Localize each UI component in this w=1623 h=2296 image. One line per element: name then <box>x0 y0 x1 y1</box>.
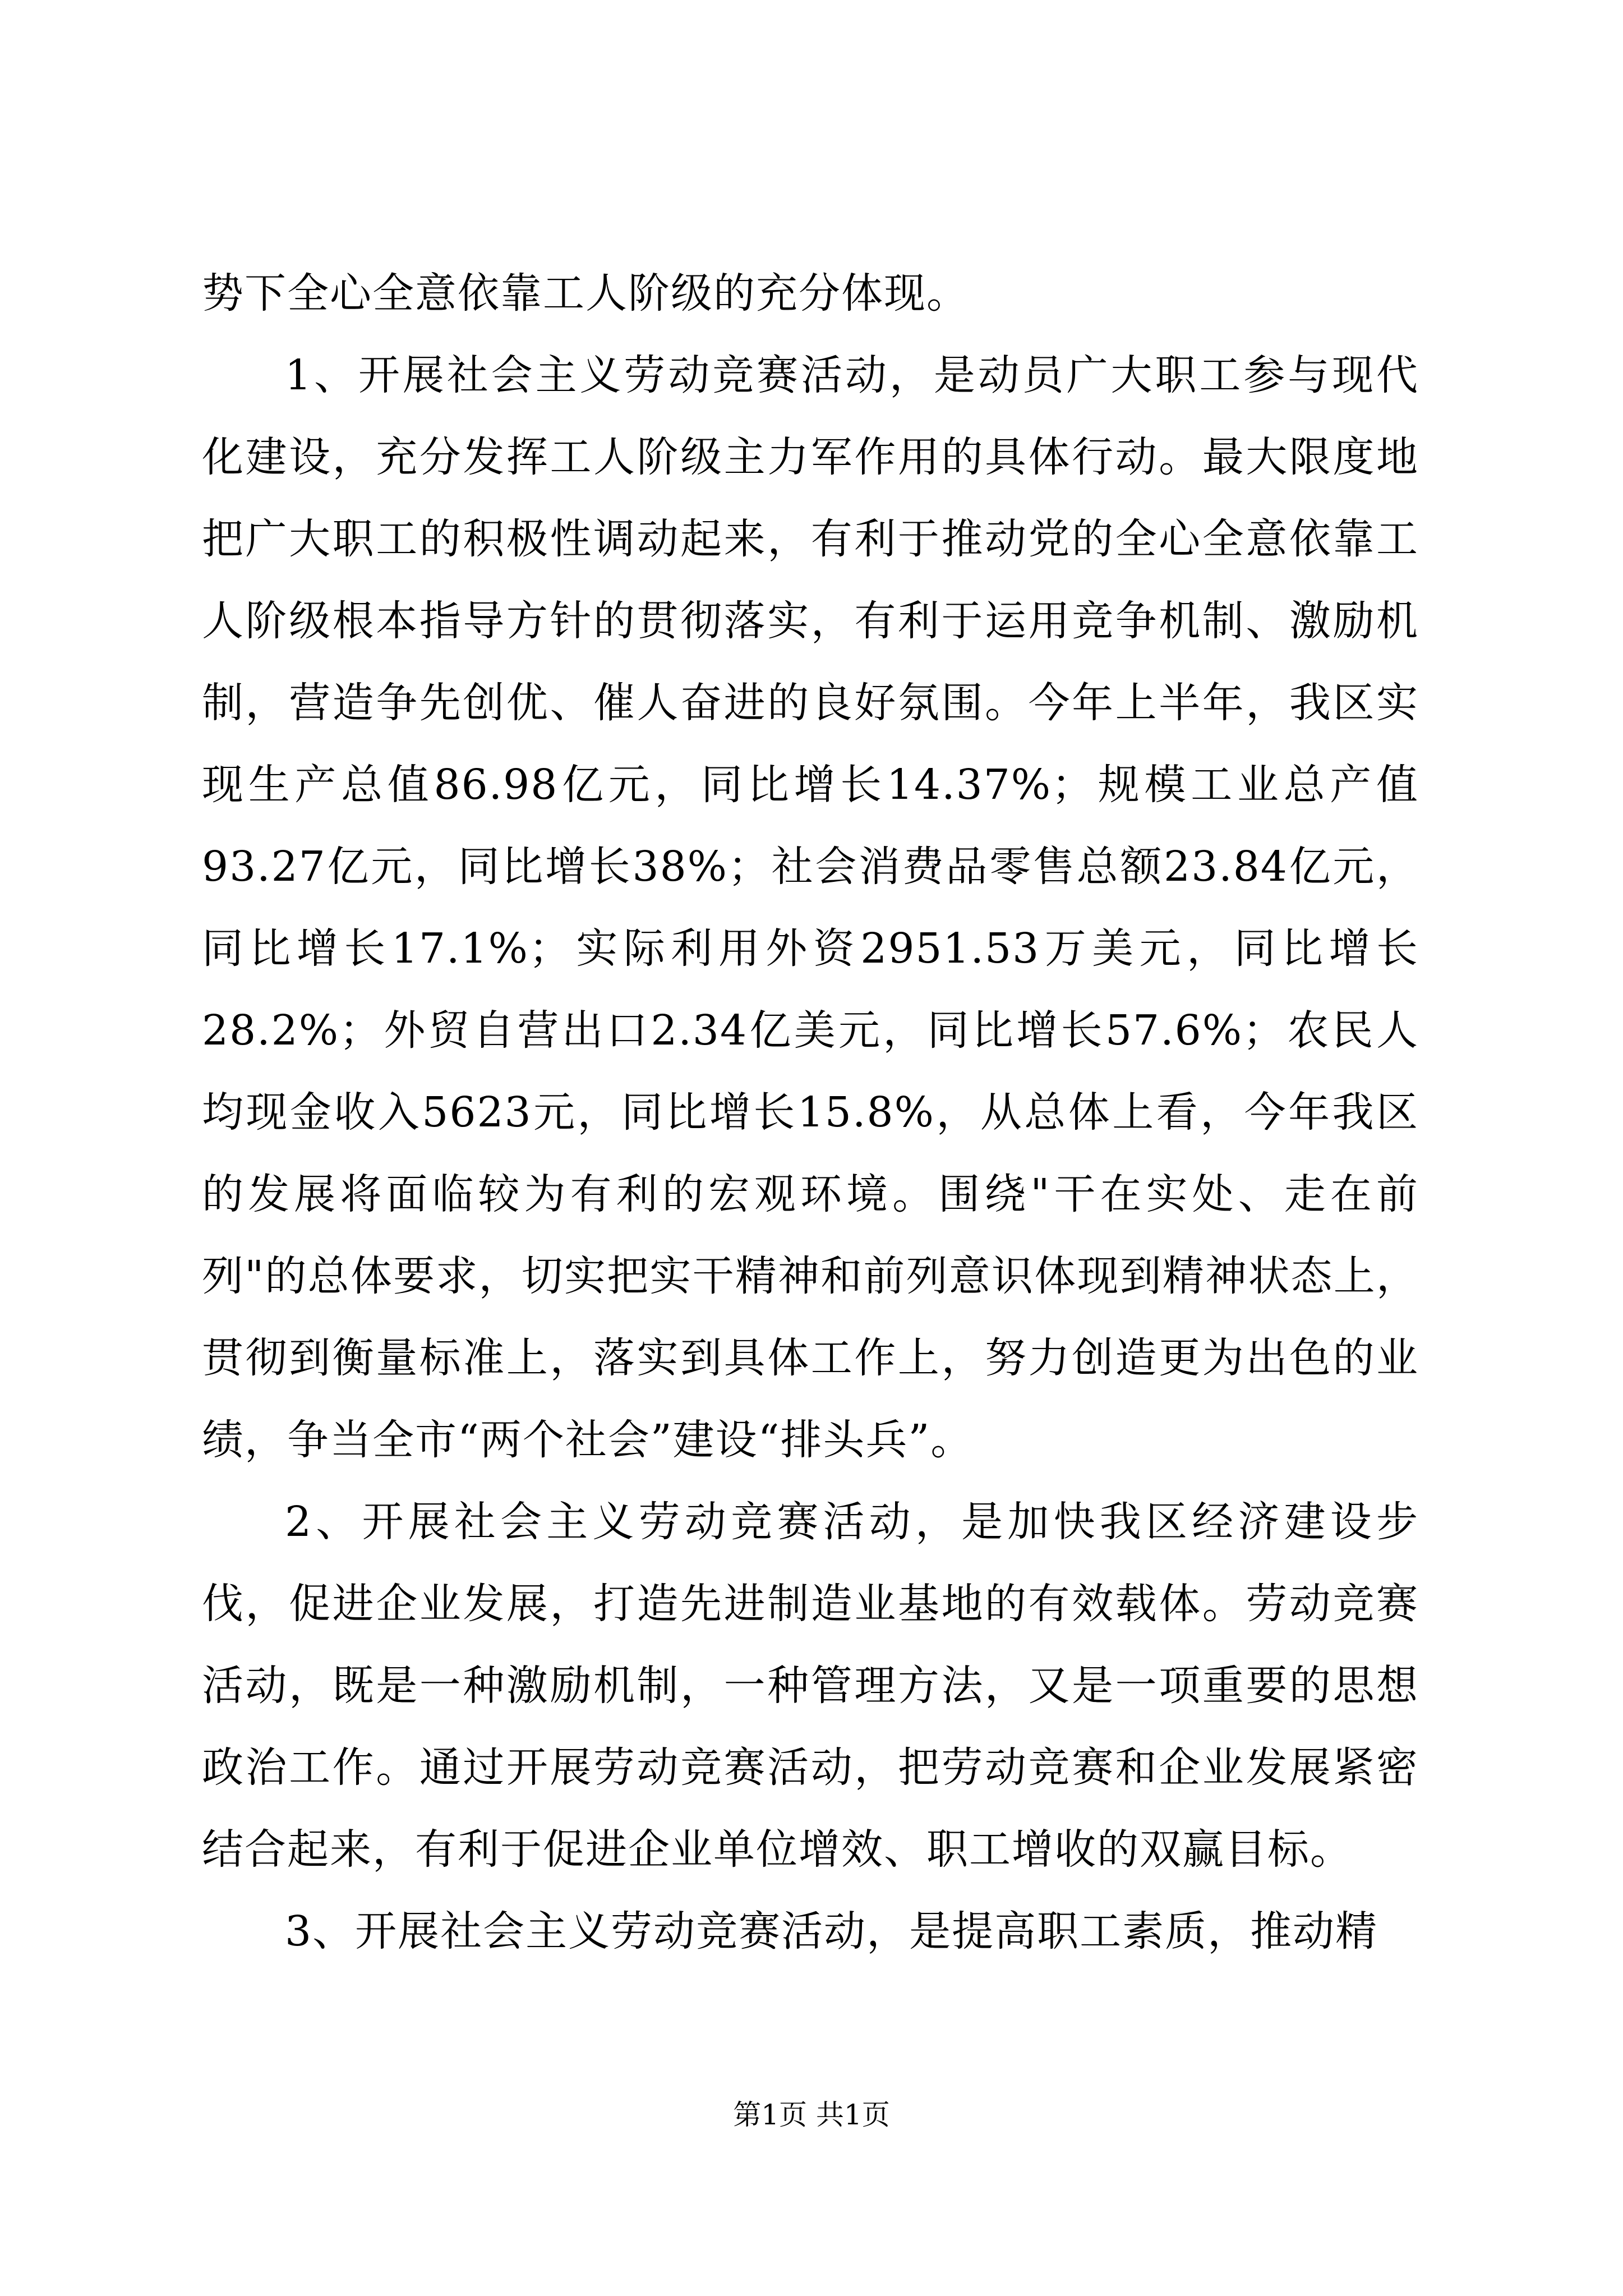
paragraph-1: 1、开展社会主义劳动竞赛活动，是动员广大职工参与现代化建设，充分发挥工人阶级主力军作用的具体行动。最大限度地把广大职工的积极性调动起来，有利于推动党的全心全意依靠工人阶级根本指导方针的贯彻落实，有利于运用竞争机制、激励机制，营造争先创优、催人奋进的良好氛围。今年上半年，我区实现生产总值86.98亿元，同比增长14.37%；规模工业总产值93.27亿元，同比增长38%；社会消费品零售总额23.84亿元，同比增长17.1%；实际利用外资2951.53万美元，同比增长28.2%；外贸自营出口2.34亿美元，同比增长57.6%；农民人均现金收入5623元，同比增长15.8%，从总体上看，今年我区的发展将面临较为有利的宏观环境。围绕"干在实处、走在前列"的总体要求，切实把实干精神和前列意识体现到精神状态上，贯彻到衡量标准上，落实到具体工作上，努力创造更为出色的业绩，争当全市“两个社会”建设“排头兵”。 <box>202 351 1419 1464</box>
paragraph-3: 3、开展社会主义劳动竞赛活动，是提高职工素质，推动精 <box>285 1907 1378 1955</box>
document-body <box>202 252 1419 1972</box>
paragraph-continuation: 势下全心全意依靠工人阶级的充分体现。 <box>202 269 969 318</box>
page-number-label: 第1页 共1页 <box>733 2099 890 2131</box>
paragraph-2: 2、开展社会主义劳动竞赛活动，是加快我区经济建设步伐，促进企业发展，打造先进制造业基地的有效载体。劳动竞赛活动，既是一种激励机制，一种管理方法，又是一项重要的思想政治工作。通过开展劳动竞赛活动，把劳动竞赛和企业发展紧密结合起来，有利于促进企业单位增效、职工增收的双赢目标。 <box>202 1498 1419 1874</box>
page-footer <box>0 2095 1623 2134</box>
